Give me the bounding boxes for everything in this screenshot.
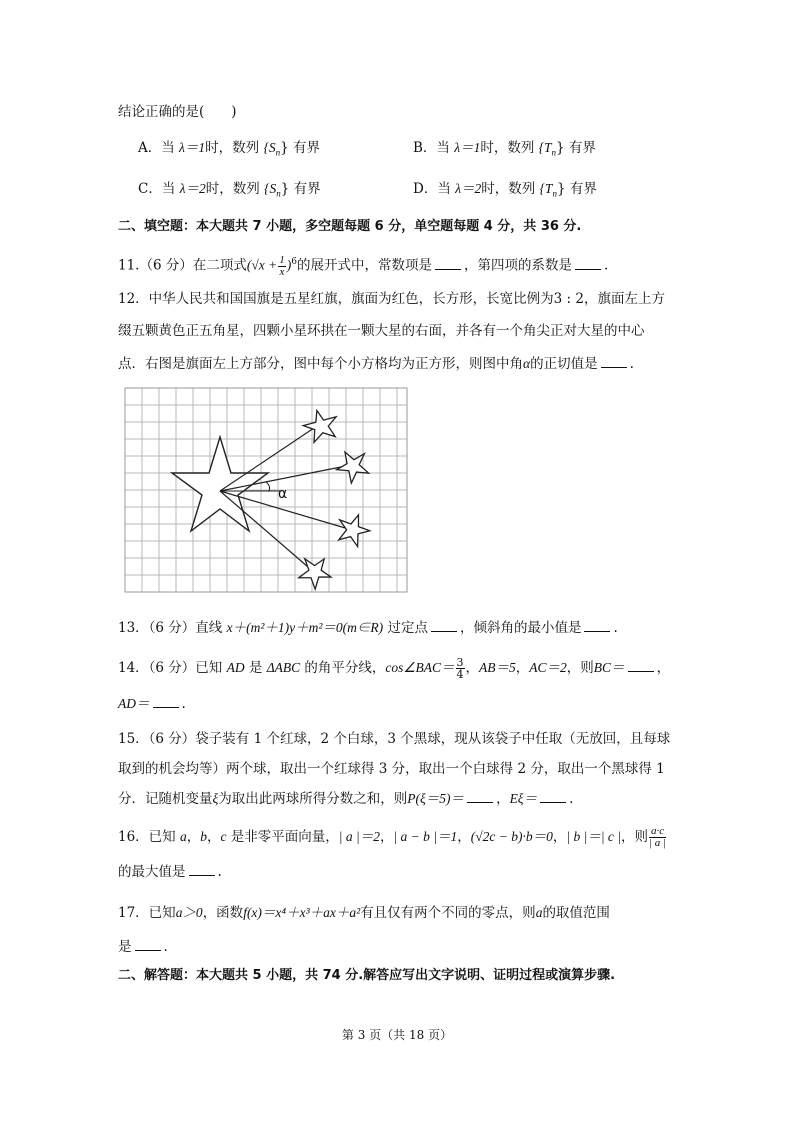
q10-tail: 结论正确的是( ) xyxy=(118,104,237,120)
answer-blank[interactable] xyxy=(601,355,627,368)
option-d: D．当 λ＝2时，数列 $\{T_n\}$ 有界 xyxy=(413,181,597,199)
question-12-line2: 缀五颗黄色正五角星，四颗小星环拱在一颗大星的右面，并各有一个角尖正对大星的中心 xyxy=(118,323,645,339)
option-a: A．当 λ＝1时，数列 $\{S_n\}$ 有界 xyxy=(138,140,320,158)
option-b: B．当 λ＝1时，数列 $\{T_n\}$ 有界 xyxy=(413,140,596,158)
question-13: 13．（6 分）直线 x＋(m²＋1)y＋m²＝0(m∈R) 过定点 ，倾斜角的最小值是 . xyxy=(118,620,618,636)
angle-alpha-label: α xyxy=(278,486,288,502)
question-12-line1: 12．中华人民共和国国旗是五星红旗，旗面为红色，长方形，长宽比例为3 : 2，旗面左上方 xyxy=(118,291,665,307)
question-14-line2: AD＝ . xyxy=(118,696,186,712)
question-15-line3: 分．记随机变量ξ为取出此两球所得分数之和，则P(ξ＝5)＝ ，Eξ＝ . xyxy=(118,791,574,807)
page-footer: 第 3 页（共 18 页） xyxy=(341,1028,453,1042)
question-16: 16．已知 a，b，c 是非零平面向量，| a |＝2，| a − b |＝1，(√2c − b)·b＝0，| b |＝| c |，则 $\frac{a\cdot c}{| a |}$ xyxy=(118,825,667,849)
answer-blank[interactable] xyxy=(467,790,493,803)
small-star-1 xyxy=(300,406,341,444)
small-star-4 xyxy=(294,550,337,593)
question-11: 11.（6 分）在二项式(√x + $\frac{1}{x}$ )$^6$的展开式中，常数项是 ，第四项的系数是 . xyxy=(118,253,609,278)
answer-blank[interactable] xyxy=(153,695,179,708)
option-c: C．当 λ＝2时，数列 $\{S_n\}$ 有界 xyxy=(138,181,321,199)
ray-bottom xyxy=(220,491,315,573)
question-15-line2: 取到的机会均等）两个球，取出一个红球得 3 分，取出一个白球得 2 分，取出一个黑球得 1 xyxy=(118,761,665,777)
answer-blank[interactable] xyxy=(628,659,654,672)
small-star-3 xyxy=(333,509,373,548)
answer-blank[interactable] xyxy=(584,619,610,632)
question-14: 14．（6 分）已知 AD 是 ΔABC 的角平分线，cos∠BAC＝ $\frac{3}{4}$ ，AB＝5，AC＝2，则BC＝ ， xyxy=(118,656,671,681)
answer-blank[interactable] xyxy=(435,257,461,270)
answer-blank[interactable] xyxy=(431,619,457,632)
section-solution-header: 二、解答题：本大题共 5 小题，共 74 分.解答应写出文字说明、证明过程或演算步骤. xyxy=(118,968,616,983)
answer-blank[interactable] xyxy=(135,938,161,951)
square-grid xyxy=(125,388,407,592)
small-star-2 xyxy=(331,444,374,486)
answer-blank[interactable] xyxy=(575,257,601,270)
question-12-line3: 点．右图是旗面左上方部分，图中每个小方格均为正方形，则图中角α的正切值是 . xyxy=(118,356,634,372)
question-15-line1: 15．（6 分）袋子装有 1 个红球，2 个白球，3 个黑球，现从该袋子中任取（无放回，且每球 xyxy=(118,731,671,747)
answer-blank[interactable] xyxy=(540,790,566,803)
question-16-line2: 的最大值是 . xyxy=(118,864,222,880)
flag-star-figure xyxy=(123,386,409,594)
question-17: 17．已知a＞0，函数f(x)＝x⁴＋x³＋ax＋a²有且仅有两个不同的零点，则a的取值范围 xyxy=(118,905,610,921)
section-fill-blank-header: 二、填空题：本大题共 7 小题，多空题每题 6 分，单空题每题 4 分，共 36 分. xyxy=(118,219,582,234)
question-17-line2: 是 . xyxy=(118,939,168,955)
answer-blank[interactable] xyxy=(189,863,215,876)
